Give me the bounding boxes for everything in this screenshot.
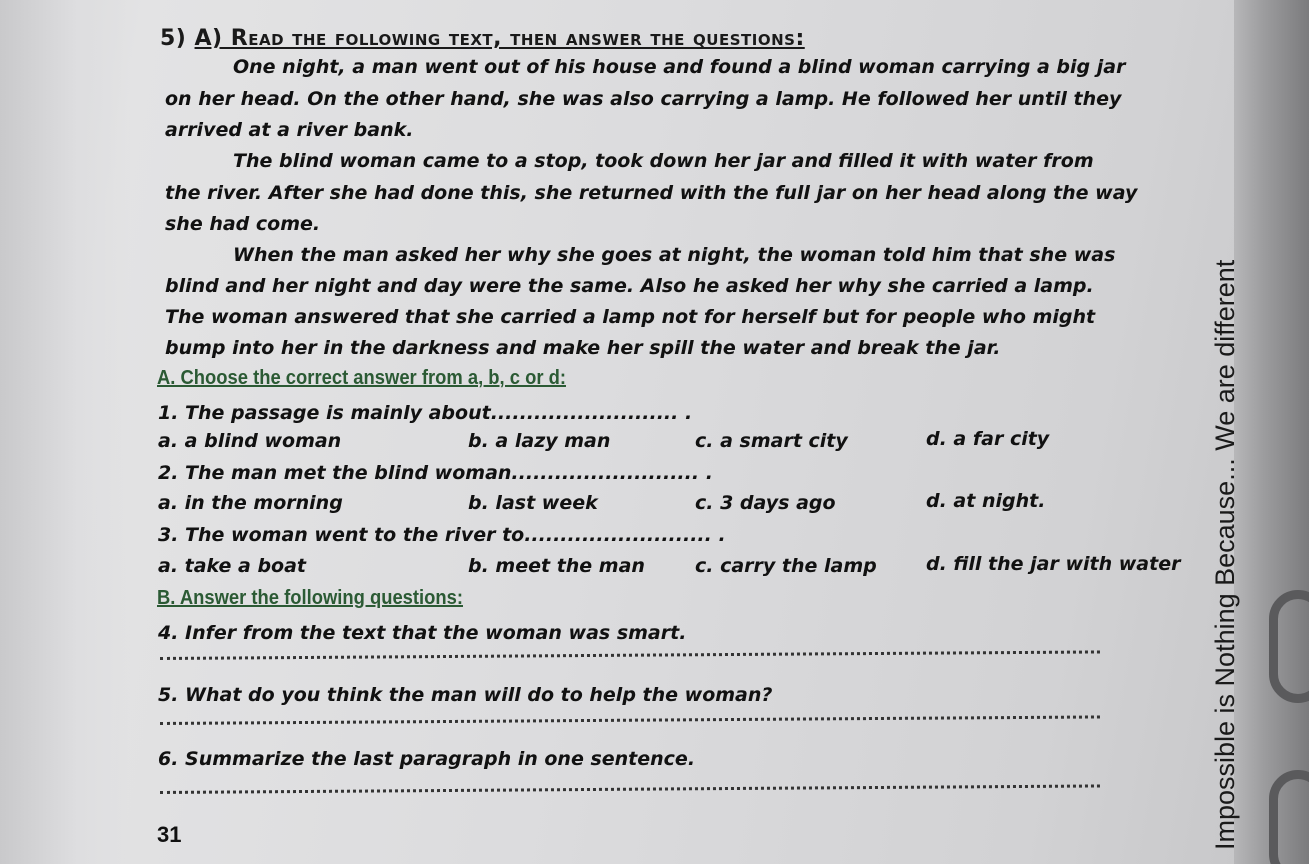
passage-line: The woman answered that she carried a lamp not for herself but for people who might (165, 306, 1096, 328)
passage-line: One night, a man went out of his house and found a blind woman carrying a big jar (233, 56, 1126, 78)
exercise-number: 5) (160, 26, 195, 51)
exercise-instruction: A) Read the following text, then answer the questions: (194, 26, 805, 51)
question-3-option-d[interactable]: d. fill the jar with water (926, 553, 1181, 575)
question-3-option-a[interactable]: a. take a boat (158, 555, 307, 577)
answer-line-5[interactable] (160, 715, 1100, 725)
question-2-option-b[interactable]: b. last week (468, 492, 598, 514)
passage-line: she had come. (165, 213, 321, 235)
passage-line: the river. After she had done this, she returned with the full jar on her head along the way (165, 182, 1138, 204)
question-6: 6. Summarize the last paragraph in one sentence. (158, 748, 696, 770)
binder-ring (1269, 590, 1309, 703)
question-3-stem: 3. The woman went to the river to.......................... . (158, 524, 726, 546)
exercise-title (160, 26, 805, 51)
question-2-option-c[interactable]: c. 3 days ago (695, 492, 836, 514)
section-a-heading: A. Choose the correct answer from a, b, c or d: (157, 367, 566, 389)
binder-edge (1234, 0, 1309, 864)
binder-ring (1269, 770, 1309, 864)
answer-line-4[interactable] (160, 650, 1100, 660)
question-1-option-d[interactable]: d. a far city (926, 428, 1050, 450)
question-1-stem: 1. The passage is mainly about.......................... . (158, 402, 693, 424)
section-b-heading: B. Answer the following questions: (157, 587, 464, 609)
question-3-option-b[interactable]: b. meet the man (468, 555, 645, 577)
question-3-option-c[interactable]: c. carry the lamp (695, 555, 877, 577)
passage-line: on her head. On the other hand, she was also carrying a lamp. He followed her until they (165, 88, 1122, 110)
page-number: 31 (157, 822, 182, 847)
question-2-option-a[interactable]: a. in the morning (158, 492, 343, 514)
question-1-option-c[interactable]: c. a smart city (695, 430, 848, 452)
question-2-stem: 2. The man met the blind woman.......................... . (158, 462, 713, 484)
passage-line: bump into her in the darkness and make her spill the water and break the jar. (165, 337, 1001, 359)
side-motto: Impossible is Nothing Because... We are different (1210, 259, 1240, 850)
passage-line: arrived at a river bank. (165, 119, 414, 141)
passage-line: The blind woman came to a stop, took down her jar and filled it with water from (233, 150, 1094, 172)
question-1-option-b[interactable]: b. a lazy man (468, 430, 611, 452)
question-5: 5. What do you think the man will do to help the woman? (158, 684, 773, 706)
question-1-option-a[interactable]: a. a blind woman (158, 430, 342, 452)
passage-line: When the man asked her why she goes at night, the woman told him that she was (233, 244, 1116, 266)
question-2-option-d[interactable]: d. at night. (926, 490, 1046, 512)
answer-line-6[interactable] (160, 784, 1100, 794)
passage-line: blind and her night and day were the same. Also he asked her why she carried a lamp. (165, 275, 1094, 297)
question-4: 4. Infer from the text that the woman was smart. (158, 622, 687, 644)
